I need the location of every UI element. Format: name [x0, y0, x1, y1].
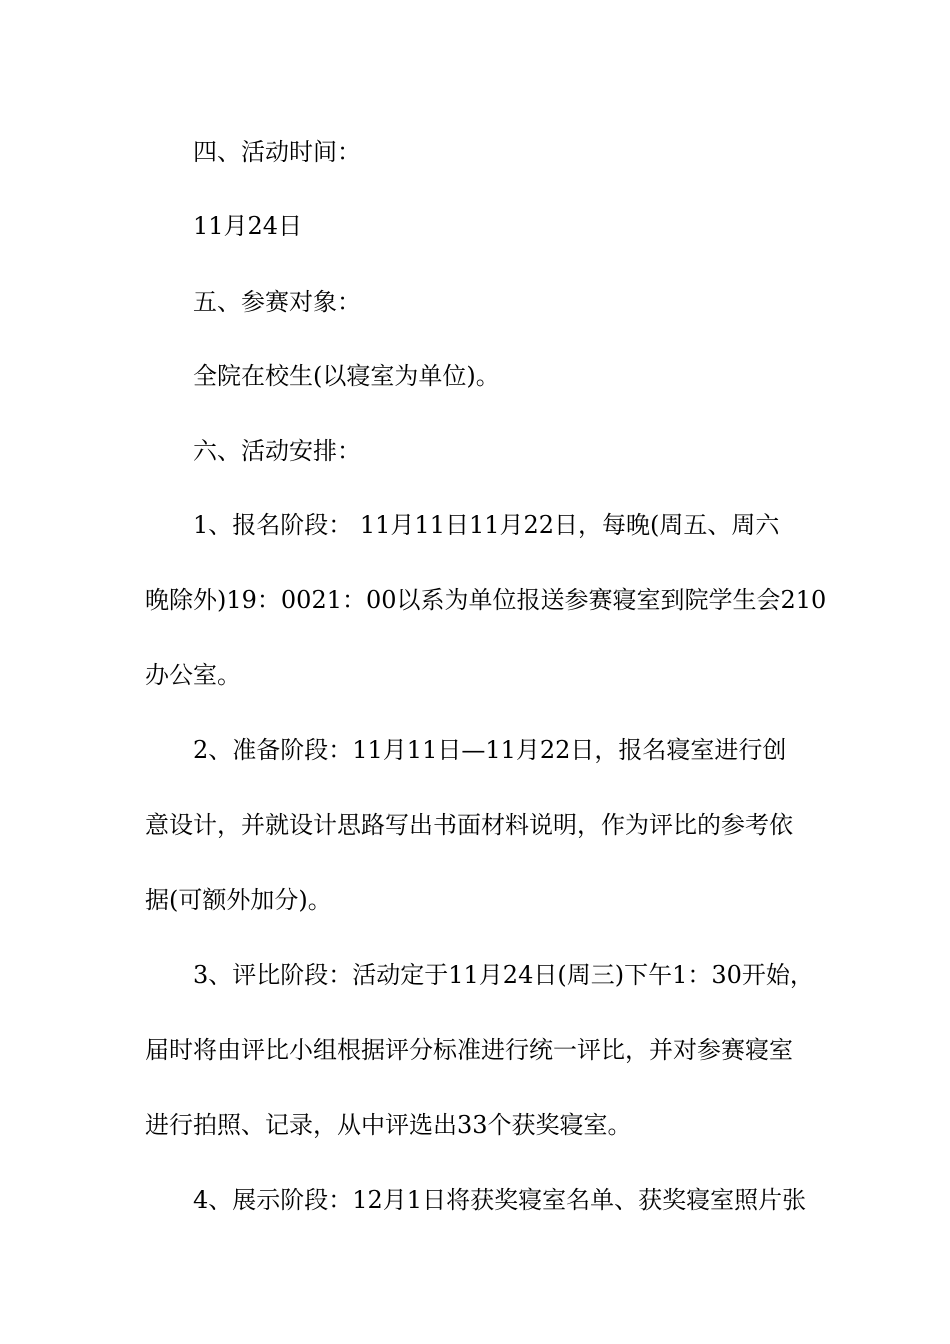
paragraph-line: 3、评比阶段：活动定于11月24日(周三)下午1：30开始，: [193, 961, 814, 989]
section-heading-arrangement: 六、活动安排：: [193, 437, 361, 465]
paragraph-line: 办公室。: [145, 661, 241, 689]
paragraph-line: 届时将由评比小组根据评分标准进行统一评比，并对参赛寝室: [145, 1036, 793, 1064]
section-heading-time: 四、活动时间：: [193, 138, 361, 166]
section-heading-participants: 五、参赛对象：: [193, 288, 361, 316]
paragraph-line: 晚除外)19：0021：00以系为单位报送参赛寝室到院学生会210: [145, 586, 827, 614]
paragraph-line: 进行拍照、记录，从中评选出33个获奖寝室。: [145, 1111, 632, 1139]
paragraph-line: 2、准备阶段：11月11日—11月22日，报名寝室进行创: [193, 736, 787, 764]
paragraph-line: 1、报名阶段： 11月11日11月22日，每晚(周五、周六: [193, 511, 780, 539]
paragraph-line: 意设计，并就设计思路写出书面材料说明，作为评比的参考依: [145, 811, 793, 839]
paragraph-line: 据(可额外加分)。: [145, 886, 332, 914]
section-body-participants: 全院在校生(以寝室为单位)。: [193, 362, 500, 390]
section-body-time: 11月24日: [193, 212, 303, 240]
paragraph-line: 4、展示阶段：12月1日将获奖寝室名单、获奖寝室照片张: [193, 1186, 807, 1214]
